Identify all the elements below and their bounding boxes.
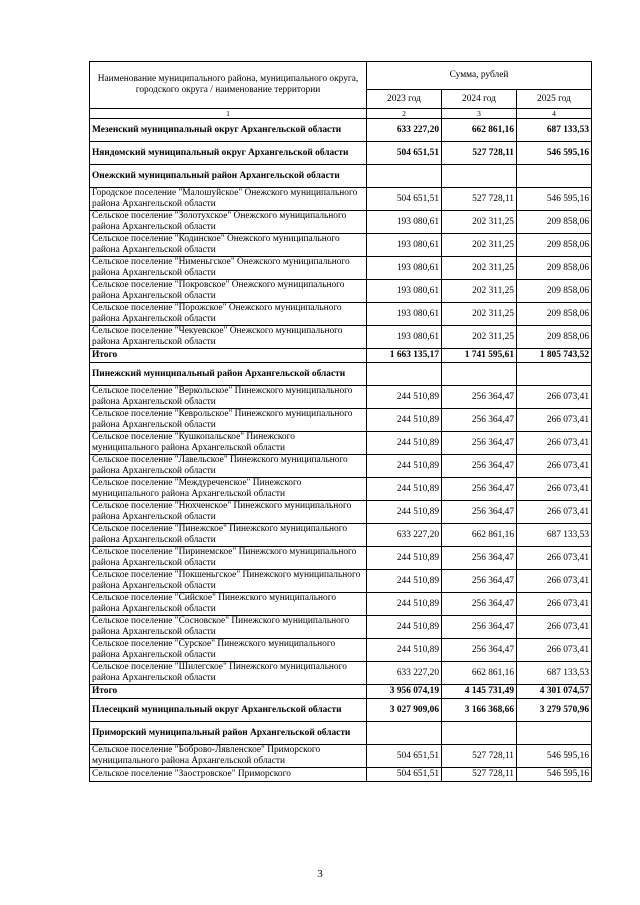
row-value-2023: 633 227,20: [367, 119, 442, 142]
column-index: 4: [517, 109, 592, 119]
table-row: [90, 524, 592, 547]
row-value-2023: 244 510,89: [367, 478, 442, 501]
row-value-2023: 244 510,89: [367, 432, 442, 455]
row-value-2024: 202 311,25: [442, 234, 517, 257]
row-value-2023: 193 080,61: [367, 257, 442, 280]
row-value-2024: 662 861,16: [442, 524, 517, 547]
row-name: Сельское поселение "Кодинское" Онежского муниципального района Архангельской области: [90, 234, 367, 257]
row-value-2023: 244 510,89: [367, 455, 442, 478]
row-value-2024: 256 364,47: [442, 616, 517, 639]
row-name: Сельское поселение "Междуреченское" Пинежского муниципального района Архангельской области: [90, 478, 367, 501]
row-value-2023: 193 080,61: [367, 326, 442, 349]
row-value-2024: 527 728,11: [442, 188, 517, 211]
row-value-2023: 244 510,89: [367, 501, 442, 524]
row-value-2024: 256 364,47: [442, 432, 517, 455]
row-value-2023: 193 080,61: [367, 303, 442, 326]
row-name: Сельское поселение "Боброво-Лявленское" Приморского муниципального района Архангельской области: [90, 745, 367, 768]
row-name: Сельское поселение "Веркольское" Пинежского муниципального района Архангельской области: [90, 386, 367, 409]
row-value-2025: 3 279 570,96: [517, 699, 592, 722]
row-value-2024: 4 145 731,49: [442, 685, 517, 699]
row-value-2023: 193 080,61: [367, 211, 442, 234]
table-row: [90, 768, 592, 782]
row-value-2025: 209 858,06: [517, 234, 592, 257]
table-row: [90, 593, 592, 616]
column-index: 3: [442, 109, 517, 119]
row-value-2025: 209 858,06: [517, 326, 592, 349]
row-value-2023: 193 080,61: [367, 280, 442, 303]
row-value-2024: 256 364,47: [442, 501, 517, 524]
row-value-2023: [367, 722, 442, 745]
row-value-2025: [517, 363, 592, 386]
row-value-2024: 202 311,25: [442, 303, 517, 326]
row-name: Онежский муниципальный район Архангельской области: [90, 165, 367, 188]
row-name: Приморский муниципальный район Архангельской области: [90, 722, 367, 745]
row-value-2024: 662 861,16: [442, 119, 517, 142]
row-value-2025: 209 858,06: [517, 303, 592, 326]
row-value-2025: 687 133,53: [517, 119, 592, 142]
year-header-2025: 2025 год: [517, 90, 592, 109]
table-row: [90, 501, 592, 524]
row-value-2025: 266 073,41: [517, 455, 592, 478]
row-value-2024: 256 364,47: [442, 409, 517, 432]
sum-column-header: Сумма, рублей: [367, 62, 592, 90]
table-row: [90, 280, 592, 303]
year-header-2024: 2024 год: [442, 90, 517, 109]
row-name: Пинежский муниципальный район Архангельской области: [90, 363, 367, 386]
row-value-2023: [367, 165, 442, 188]
row-value-2023: 1 663 135,17: [367, 349, 442, 363]
row-name: Сельское поселение "Нюхченское" Пинежского муниципального района Архангельской области: [90, 501, 367, 524]
row-value-2024: [442, 363, 517, 386]
row-value-2024: 662 861,16: [442, 662, 517, 685]
table-row: [90, 478, 592, 501]
row-value-2023: 244 510,89: [367, 570, 442, 593]
table-row: [90, 188, 592, 211]
row-value-2025: 687 133,53: [517, 662, 592, 685]
row-value-2025: [517, 165, 592, 188]
row-value-2024: 256 364,47: [442, 547, 517, 570]
table-row: [90, 211, 592, 234]
table-row: [90, 685, 592, 699]
row-name: Сельское поселение "Порожское" Онежского муниципального района Архангельской области: [90, 303, 367, 326]
row-value-2023: 504 651,51: [367, 768, 442, 782]
row-value-2024: 256 364,47: [442, 386, 517, 409]
column-index: 2: [367, 109, 442, 119]
row-value-2025: 266 073,41: [517, 478, 592, 501]
row-value-2025: 687 133,53: [517, 524, 592, 547]
row-value-2024: 1 741 595,61: [442, 349, 517, 363]
page-number: 3: [317, 868, 323, 880]
row-value-2023: 3 956 074,19: [367, 685, 442, 699]
row-value-2025: 1 805 743,52: [517, 349, 592, 363]
row-value-2025: 266 073,41: [517, 616, 592, 639]
row-value-2025: 266 073,41: [517, 570, 592, 593]
row-name: Мезенский муниципальный округ Архангельской области: [90, 119, 367, 142]
row-value-2025: 266 073,41: [517, 501, 592, 524]
row-name: Итого: [90, 349, 367, 363]
row-value-2025: 266 073,41: [517, 547, 592, 570]
row-value-2025: 209 858,06: [517, 211, 592, 234]
budget-table: [89, 61, 592, 782]
row-value-2024: 527 728,11: [442, 142, 517, 165]
row-value-2024: 3 166 368,66: [442, 699, 517, 722]
table-row: [90, 119, 592, 142]
row-value-2025: 266 073,41: [517, 432, 592, 455]
row-value-2024: 256 364,47: [442, 593, 517, 616]
table-row: [90, 639, 592, 662]
row-value-2024: 256 364,47: [442, 478, 517, 501]
table-body: [90, 119, 592, 782]
year-header-2023: 2023 год: [367, 90, 442, 109]
row-value-2023: 244 510,89: [367, 616, 442, 639]
row-value-2024: 202 311,25: [442, 326, 517, 349]
table-row: [90, 455, 592, 478]
row-value-2025: 546 595,16: [517, 768, 592, 782]
row-value-2024: 256 364,47: [442, 639, 517, 662]
row-value-2023: 244 510,89: [367, 593, 442, 616]
table-row: [90, 662, 592, 685]
row-name: Сельское поселение "Золотухское" Онежского муниципального района Архангельской области: [90, 211, 367, 234]
row-name: Сельское поселение "Пинежское" Пинежского муниципального района Архангельской области: [90, 524, 367, 547]
table-row: [90, 349, 592, 363]
row-name: Городское поселение "Малошуйское" Онежского муниципального района Архангельской области: [90, 188, 367, 211]
row-value-2023: 244 510,89: [367, 547, 442, 570]
row-value-2023: 633 227,20: [367, 662, 442, 685]
table-row: [90, 142, 592, 165]
row-value-2025: 266 073,41: [517, 409, 592, 432]
row-name: Сельское поселение "Лавельское" Пинежского муниципального района Архангельской области: [90, 455, 367, 478]
row-value-2025: 266 073,41: [517, 386, 592, 409]
table-row: [90, 570, 592, 593]
row-value-2025: 546 595,16: [517, 745, 592, 768]
row-name: Сельское поселение "Сурское" Пинежского муниципального района Архангельской области: [90, 639, 367, 662]
table-row: [90, 745, 592, 768]
row-value-2024: 527 728,11: [442, 745, 517, 768]
row-value-2025: 546 595,16: [517, 142, 592, 165]
row-name: Сельское поселение "Чекуевское" Онежского муниципального района Архангельской области: [90, 326, 367, 349]
table-row: [90, 409, 592, 432]
row-value-2023: 244 510,89: [367, 639, 442, 662]
table-row: [90, 616, 592, 639]
row-value-2023: 3 027 909,06: [367, 699, 442, 722]
row-value-2025: 4 301 074,57: [517, 685, 592, 699]
row-name: Сельское поселение "Покшеньгское" Пинежского муниципального района Архангельской области: [90, 570, 367, 593]
row-value-2024: [442, 722, 517, 745]
row-value-2024: 202 311,25: [442, 280, 517, 303]
row-value-2024: 202 311,25: [442, 211, 517, 234]
row-name: Сельское поселение "Заостровское" Приморского: [90, 768, 367, 782]
table-row: [90, 165, 592, 188]
row-name: Сельское поселение "Нименьгское" Онежского муниципального района Архангельской области: [90, 257, 367, 280]
row-value-2023: [367, 363, 442, 386]
row-value-2024: 256 364,47: [442, 455, 517, 478]
row-name: Сельское поселение "Шилегское" Пинежского муниципального района Архангельской области: [90, 662, 367, 685]
row-value-2025: 209 858,06: [517, 257, 592, 280]
name-column-header: Наименование муниципального района, муниципального округа, городского округа / наименование территории: [90, 62, 367, 109]
row-name: Сельское поселение "Кеврольское" Пинежского муниципального района Архангельской области: [90, 409, 367, 432]
table-row: [90, 303, 592, 326]
row-value-2025: 209 858,06: [517, 280, 592, 303]
table-row: [90, 363, 592, 386]
row-value-2023: 193 080,61: [367, 234, 442, 257]
row-value-2023: 504 651,51: [367, 188, 442, 211]
table-row: [90, 257, 592, 280]
row-name: Сельское поселение "Покровское" Онежского муниципального района Архангельской области: [90, 280, 367, 303]
row-value-2023: 244 510,89: [367, 386, 442, 409]
table-row: [90, 326, 592, 349]
table-row: [90, 722, 592, 745]
row-name: Сельское поселение "Пиринемское" Пинежского муниципального района Архангельской области: [90, 547, 367, 570]
row-name: Няндомский муниципальный округ Архангельской области: [90, 142, 367, 165]
row-value-2025: 546 595,16: [517, 188, 592, 211]
row-value-2025: 266 073,41: [517, 593, 592, 616]
row-name: Сельское поселение "Сийское" Пинежского муниципального района Архангельской области: [90, 593, 367, 616]
row-value-2024: 202 311,25: [442, 257, 517, 280]
row-value-2023: 244 510,89: [367, 409, 442, 432]
table-row: [90, 547, 592, 570]
row-name: Итого: [90, 685, 367, 699]
row-value-2023: 633 227,20: [367, 524, 442, 547]
row-value-2025: [517, 722, 592, 745]
table-row: [90, 386, 592, 409]
row-value-2024: 256 364,47: [442, 570, 517, 593]
row-value-2024: [442, 165, 517, 188]
table-row: [90, 432, 592, 455]
row-value-2024: 527 728,11: [442, 768, 517, 782]
table-row: [90, 699, 592, 722]
row-value-2023: 504 651,51: [367, 745, 442, 768]
column-index: 1: [90, 109, 367, 119]
row-name: Сельское поселение "Кушкопальское" Пинежского муниципального района Архангельской области: [90, 432, 367, 455]
table-row: [90, 234, 592, 257]
row-value-2023: 504 651,51: [367, 142, 442, 165]
row-value-2025: 266 073,41: [517, 639, 592, 662]
row-name: Сельское поселение "Сосновское" Пинежского муниципального района Архангельской области: [90, 616, 367, 639]
row-name: Плесецкий муниципальный округ Архангельской области: [90, 699, 367, 722]
